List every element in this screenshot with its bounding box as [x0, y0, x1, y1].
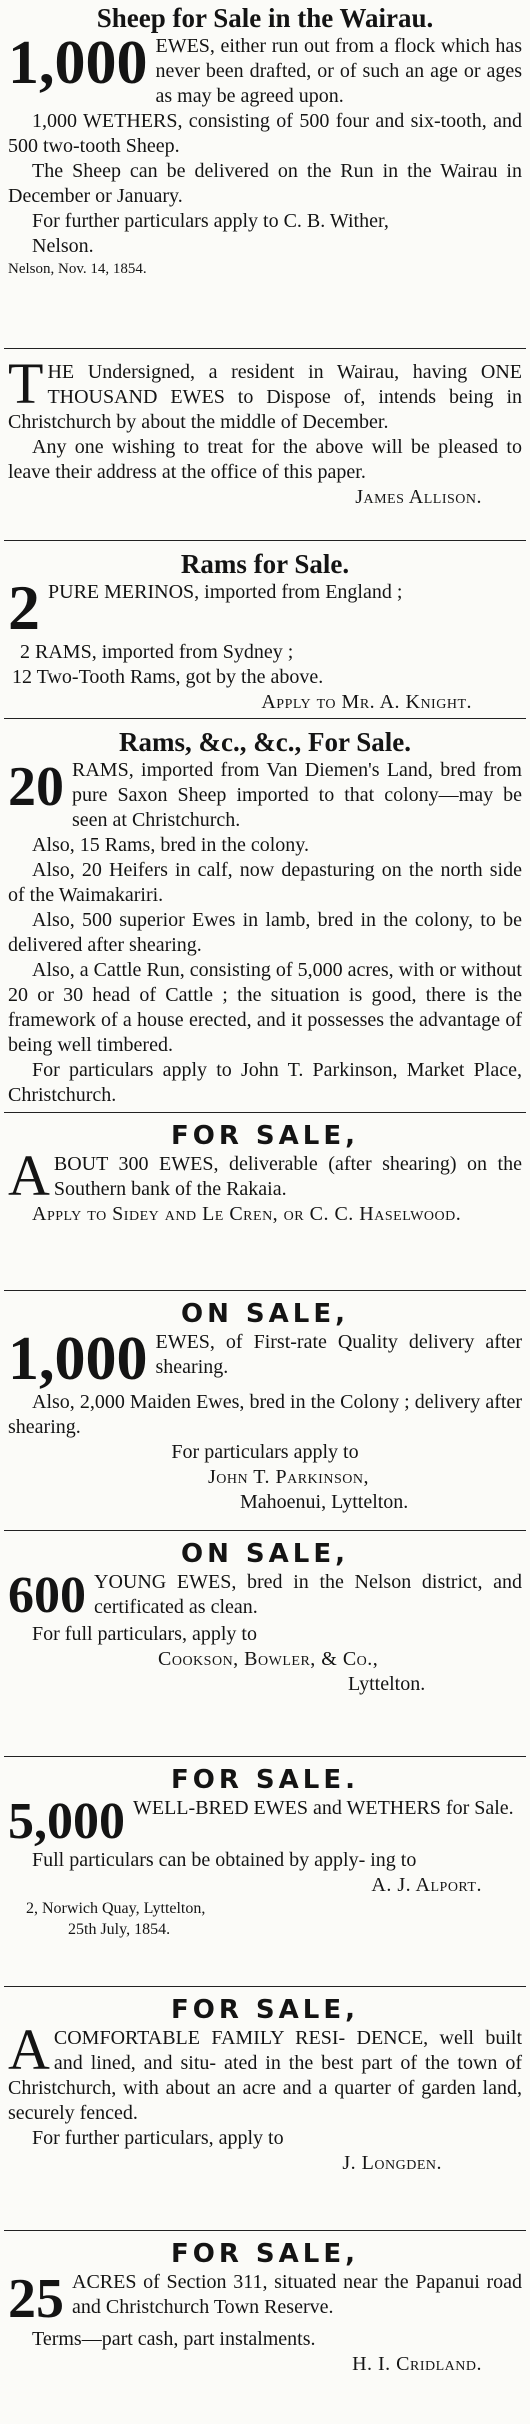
ad-paragraph: 1,000 WETHERS, consisting of 500 four and six-tooth, and 500 two-tooth Sheep. [8, 110, 522, 157]
ad-lead-text: HE Undersigned, a resident in Wairau, having ONE THOUSAND EWES to Dispose of, intends being in Christchurch by about the middle of December. [8, 361, 522, 433]
ad-place: Nelson. [32, 235, 94, 257]
divider [4, 2230, 526, 2231]
ad-lead-text: YOUNG EWES, bred in the Nelson district, and certificated as clean. [94, 1571, 522, 1618]
ad-ewes-parkinson [8, 1298, 522, 1515]
ad-ewes-rakaia [8, 1120, 522, 1227]
ad-apply: For full particulars, apply to [32, 1623, 257, 1645]
divider [4, 1756, 526, 1757]
ad-paragraph: For further particulars apply to C. B. Wither, [32, 210, 389, 232]
ad-address: Lyttelton. [348, 1673, 426, 1695]
ad-heading: FOR SALE, [171, 2239, 359, 2269]
ad-signature: J. Longden. [342, 2152, 442, 2174]
ad-heading: FOR SALE. [171, 1765, 359, 1795]
divider [4, 348, 526, 349]
ad-wellbred-ewes [8, 1764, 522, 1940]
ad-date: 25th July, 1854. [68, 1921, 171, 1938]
ad-big-number: 1,000 [8, 29, 148, 97]
ad-big-number: 20 [8, 756, 64, 818]
ad-big-number: 2 [8, 572, 40, 643]
ad-apply: Apply to Mr. A. Knight. [261, 691, 472, 713]
ad-rams-knight [8, 548, 522, 715]
ad-paragraph: The Sheep can be delivered on the Run in the Wairau in December or January. [8, 160, 522, 207]
ad-heading: ON SALE, [181, 1299, 349, 1329]
ad-heading: FOR SALE, [171, 1121, 359, 1151]
ad-allison [8, 351, 522, 510]
ad-lead-text: EWES, of First-rate Quality delivery after shearing. [155, 1331, 522, 1378]
ad-paragraph: Also, 2,000 Maiden Ewes, bred in the Colony ; delivery after shearing. [8, 1391, 522, 1438]
ad-paragraph: Also, a Cattle Run, consisting of 5,000 acres, with or without 20 or 30 head of Cattle ; the situation is good, there is the framework of a house erected, and it possesses the advantage of being well timbered. [8, 959, 522, 1056]
ad-list-line: 2 RAMS, imported from Sydney ; [20, 641, 294, 663]
ad-signature: Cookson, Bowler, & Co., [158, 1648, 379, 1670]
ad-paragraph: Apply to Sidey and Le Cren, or C. C. Haselwood. [32, 1203, 462, 1225]
ad-signature: H. I. Cridland. [352, 2353, 482, 2375]
ad-big-number: 1,000 [8, 1325, 148, 1393]
ad-date: Nelson, Nov. 14, 1854. [8, 261, 147, 277]
ad-lead-text: BOUT 300 EWES, deliverable (after shearing) on the Southern bank of the Rakaia. [53, 1153, 522, 1200]
ad-lead-text: COMFORTABLE FAMILY RESI- DENCE, well built and lined, and situ- ated in the best part of the town of Christchurch, with about an acre and a quarter of garden land, securely fenced. [8, 2027, 522, 2124]
ad-heading: FOR SALE, [171, 1995, 359, 2025]
ad-dropcap: A [8, 1143, 50, 1208]
ad-paragraph: Terms—part cash, part instalments. [32, 2328, 316, 2350]
ad-big-number: 25 [8, 2268, 64, 2330]
ad-dropcap: A [8, 2017, 50, 2082]
ad-signature: John T. Parkinson, [208, 1466, 369, 1488]
divider [4, 1530, 526, 1531]
divider [4, 540, 526, 541]
ad-address: 2, Norwich Quay, Lyttelton, [26, 1900, 206, 1917]
ad-big-number: 5,000 [8, 1793, 125, 1850]
ad-apply: For further particulars, apply to [32, 2127, 284, 2149]
ad-lead-text: WELL-BRED EWES and WETHERS for Sale. [133, 1797, 514, 1819]
ad-signature: A. J. Alport. [371, 1874, 482, 1896]
ad-big-number: 600 [8, 1567, 86, 1624]
divider [4, 1986, 526, 1987]
divider [4, 718, 526, 719]
ad-young-ewes [8, 1538, 522, 1697]
ad-signature: James Allison. [355, 486, 482, 508]
ad-lead-text: ACRES of Section 311, situated near the Papanui road and Christchurch Town Reserve. [72, 2271, 522, 2318]
ad-heading: Rams, &c., &c., For Sale. [119, 727, 411, 757]
ad-lead-text: PURE MERINOS, imported from England ; [48, 581, 403, 603]
divider [4, 1112, 526, 1113]
ad-address: Mahoenui, Lyttelton. [240, 1491, 409, 1513]
ad-paragraph: Also, 500 superior Ewes in lamb, bred in the colony, to be delivered after shearing. [8, 909, 522, 956]
ad-lead-text: RAMS, imported from Van Diemen's Land, bred from pure Saxon Sheep imported to that colony—may be seen at Christchurch. [72, 759, 522, 831]
ad-lead-text: EWES, either run out from a flock which has never been drafted, or of such an age or ages as may be agreed upon. [155, 35, 522, 107]
ad-apply: For particulars apply to [171, 1441, 359, 1463]
ad-dropcap: T [8, 351, 44, 416]
ad-heading: Rams for Sale. [180, 549, 350, 579]
ad-sheep-wairau [8, 2, 522, 279]
divider [4, 1290, 526, 1291]
ad-paragraph: Full particulars can be obtained by apply- ing to [32, 1849, 417, 1871]
ad-rams-parkinson [8, 726, 522, 1108]
ad-paragraph: Also, 15 Rams, bred in the colony. [32, 834, 310, 856]
ad-paragraph: For particulars apply to John T. Parkinson, Market Place, Christchurch. [8, 1059, 522, 1106]
ad-heading: ON SALE, [181, 1539, 349, 1569]
ad-heading: Sheep for Sale in the Wairau. [96, 3, 434, 33]
ad-paragraph: Also, 20 Heifers in calf, now depasturing on the north side of the Waimakariri. [8, 859, 522, 906]
ad-residence [8, 1994, 522, 2176]
ad-section-311 [8, 2238, 522, 2377]
ad-paragraph: Any one wishing to treat for the above will be pleased to leave their address at the office of this paper. [8, 436, 522, 483]
ad-list-line: 12 Two-Tooth Rams, got by the above. [12, 666, 324, 688]
